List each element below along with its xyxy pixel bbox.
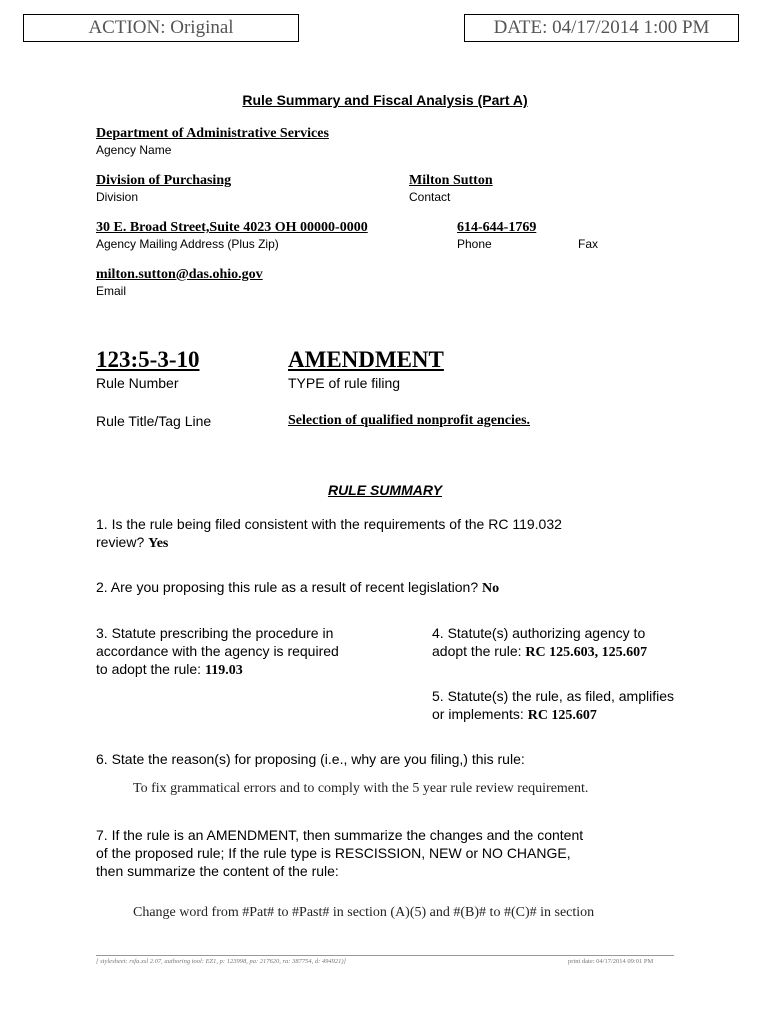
question-1-answer: Yes (148, 536, 169, 551)
question-5-line-1: 5. Statute(s) the rule, as filed, amplifies (432, 688, 674, 704)
question-6-answer: To fix grammatical errors and to comply with the 5 year rule review requirement. (133, 781, 589, 796)
question-7-line-2: of the proposed rule; If the rule type is RESCISSION, NEW or NO CHANGE, (96, 845, 571, 861)
question-3-answer: 119.03 (204, 663, 243, 678)
question-5-text: or implements: (432, 706, 524, 722)
address-value: 30 E. Broad Street,Suite 4023 OH 00000-0000 (96, 220, 368, 235)
footer-print-date: print date: 04/17/2014 09:01 PM (568, 958, 654, 965)
fax-label: Fax (578, 237, 599, 251)
rule-number-label: Rule Number (96, 375, 179, 391)
question-4-line-2 (432, 642, 647, 662)
agency-name-label: Agency Name (96, 143, 172, 157)
rule-summary-heading: RULE SUMMARY (327, 482, 443, 498)
action-box: ACTION: Original (23, 14, 299, 42)
division-label: Division (96, 190, 139, 204)
question-7-line-3: then summarize the content of the rule: (96, 863, 339, 879)
footer-stylesheet-info: [ stylesheet: rsfa.xsl 2.07, authoring tool: EZ1, p: 123998, pa: 217620, ra: 387754, d: 494921)] (96, 958, 347, 965)
question-3-line-1: 3. Statute prescribing the procedure in (96, 625, 334, 641)
question-2-text: 2. Are you proposing this rule as a result of recent legislation? (96, 579, 479, 595)
question-6-text: 6. State the reason(s) for proposing (i.e., why are you filing,) this rule: (96, 751, 525, 767)
question-5-line-2 (432, 705, 597, 725)
division-value: Division of Purchasing (96, 173, 232, 188)
question-7-line-1: 7. If the rule is an AMENDMENT, then summarize the changes and the content (96, 827, 584, 843)
question-4-answer: RC 125.603, 125.607 (525, 645, 648, 660)
question-2-answer: No (482, 581, 500, 596)
address-label: Agency Mailing Address (Plus Zip) (96, 237, 279, 251)
question-4-text: adopt the rule: (432, 643, 522, 659)
contact-label: Contact (409, 190, 451, 204)
question-4-line-1: 4. Statute(s) authorizing agency to (432, 625, 646, 641)
email-value: milton.sutton@das.ohio.gov (96, 267, 263, 282)
email-label: Email (96, 284, 127, 298)
date-box: DATE: 04/17/2014 1:00 PM (464, 14, 739, 42)
phone-value: 614-644-1769 (457, 220, 537, 235)
question-3-line-3 (96, 660, 243, 680)
rule-title-label: Rule Title/Tag Line (96, 413, 212, 429)
question-7-answer: Change word from #Pat# to #Past# in section (A)(5) and #(B)# to #(C)# in section (133, 905, 595, 920)
rule-type-value: AMENDMENT (288, 347, 444, 372)
rule-type-label: TYPE of rule filing (288, 375, 401, 391)
rule-title-value: Selection of qualified nonprofit agencies. (288, 413, 531, 428)
question-2 (96, 578, 499, 598)
question-1-line-2 (96, 533, 168, 553)
agency-name-value: Department of Administrative Services (96, 126, 329, 141)
rule-number-value: 123:5-3-10 (96, 347, 200, 372)
question-1-text: review? (96, 534, 145, 550)
question-1-line-1: 1. Is the rule being filed consistent with the requirements of the RC 119.032 (96, 516, 562, 532)
document-title: Rule Summary and Fiscal Analysis (Part A) (242, 92, 528, 108)
question-5-answer: RC 125.607 (527, 708, 597, 723)
contact-value: Milton Sutton (409, 173, 493, 188)
question-3-text: to adopt the rule: (96, 661, 202, 677)
question-3-line-2: accordance with the agency is required (96, 643, 339, 659)
footer-divider (96, 955, 674, 956)
phone-label: Phone (457, 237, 492, 251)
